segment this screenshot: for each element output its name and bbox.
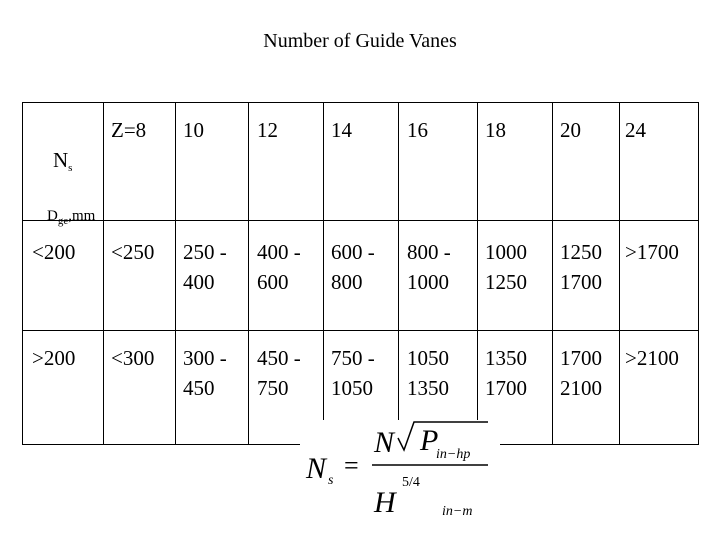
formula-lhs-sub: s [328,473,334,488]
table-cell: 1700 2100 [560,346,602,400]
table-cell: 1350 1700 [485,346,527,400]
dge-main: D [47,208,58,224]
table-cell: 800 - 1000 [407,240,451,294]
column-divider [477,103,478,444]
page-title: Number of Guide Vanes [263,30,457,52]
table-cell: 300 - 450 [183,346,227,400]
ns-main: N [53,148,69,172]
formula-numerator-n: N [374,426,395,459]
row-divider [23,330,698,331]
specific-speed-formula [300,420,500,530]
table-cell: 1000 1250 [485,240,527,294]
column-divider [103,103,104,444]
column-divider [248,103,249,444]
header-cell: 20 [560,118,581,142]
table-cell: >2100 [625,346,679,370]
table-cell: <300 [111,346,155,370]
table-cell: 450 - 750 [257,346,301,400]
column-divider [552,103,553,444]
table-cell: 750 - 1050 [331,346,375,400]
dge-unit: ,mm [68,208,96,224]
formula-numerator-p-sub: in−hp [436,447,471,462]
header-cell: 12 [257,118,278,142]
ns-sub: s [68,162,73,174]
table-cell: <250 [111,240,155,264]
row-label: <200 [32,240,76,264]
formula-denominator-exponent: 5/4 [402,475,420,490]
table-cell: 1250 1700 [560,240,602,294]
header-cell: 10 [183,118,204,142]
table-cell: 250 - 400 [183,240,227,294]
table-cell: 1050 1350 [407,346,449,400]
table-cell: 400 - 600 [257,240,301,294]
formula-denominator-h: H [374,486,396,519]
row-label: >200 [32,346,76,370]
column-divider [323,103,324,444]
header-cell: 16 [407,118,428,142]
header-cell: 14 [331,118,352,142]
formula-numerator-p: P [420,424,439,457]
column-divider [398,103,399,444]
table-cell: >1700 [625,240,679,264]
formula-equals: = [344,451,359,480]
dge-sub: ge [57,215,69,227]
row-divider [23,220,698,221]
header-cell: Z=8 [111,118,147,142]
header-cell: 24 [625,118,646,142]
column-divider [619,103,620,444]
guide-vanes-table [22,102,699,445]
formula-denominator-sub: in−m [442,504,473,519]
table-cell: 600 - 800 [331,240,375,294]
formula-lhs: N [306,452,327,485]
header-cell: 18 [485,118,506,142]
column-divider [175,103,176,444]
